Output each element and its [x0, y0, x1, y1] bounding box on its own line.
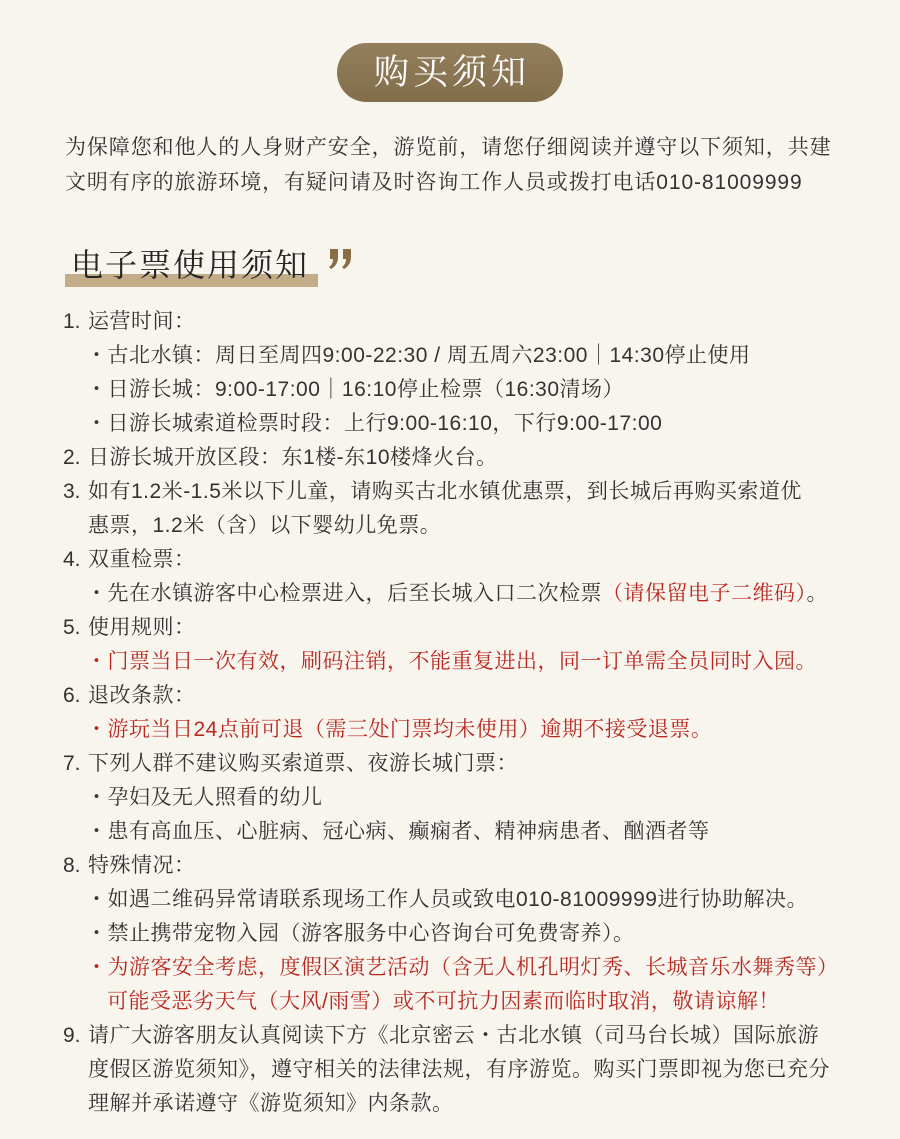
rule-number: 6. — [63, 684, 81, 707]
rule-8-bullet-3-continuation: 可能受恶劣天气（大风/雨雪）或不可抗力因素而临时取消，敬请谅解！ — [107, 990, 780, 1013]
rule-item-2 — [63, 441, 893, 475]
rule-text: 特殊情况： — [88, 854, 196, 877]
rule-number: 3. — [63, 480, 81, 503]
rule-number: 9. — [63, 1024, 81, 1047]
rule-item-6 — [63, 679, 893, 713]
rule-5-bullet-1: ・门票当日一次有效，刷码注销，不能重复进出，同一订单需全员同时入园。 — [86, 650, 817, 673]
intro-line-1: 为保障您和他人的人身财产安全，游览前，请您仔细阅读并遵守以下须知，共建 — [65, 136, 832, 159]
rule-number: 1. — [63, 310, 81, 333]
rule-1-bullet-3: ・日游长城索道检票时段：上行9:00-16:10，下行9:00-17:00 — [86, 412, 663, 435]
rule-6-bullet-1: ・游玩当日24点前可退（需三处门票均未使用）逾期不接受退票。 — [86, 718, 713, 741]
section-title: 电子票使用须知 — [71, 247, 310, 283]
page-title: 购买须知 — [373, 52, 530, 92]
rule-text: 退改条款： — [88, 684, 196, 707]
rule-item-7 — [63, 747, 893, 781]
rule-item-9 — [63, 1019, 893, 1053]
rule-7-bullet-2: ・患有高血压、心脏病、冠心病、癫痫者、精神病患者、酗酒者等 — [86, 820, 710, 843]
rule-text: 运营时间： — [88, 310, 196, 333]
rule-3-continuation: 惠票，1.2米（含）以下婴幼儿免票。 — [88, 514, 442, 537]
rule-text: 使用规则： — [88, 616, 196, 639]
rule-item-1 — [63, 305, 893, 339]
rule-number: 2. — [63, 446, 81, 469]
rule-number: 5. — [63, 616, 81, 639]
rule-8-bullet-1: ・如遇二维码异常请联系现场工作人员或致电010-81009999进行协助解决。 — [86, 888, 808, 911]
rule-text: 双重检票： — [88, 548, 196, 571]
rule-text: 请广大游客朋友认真阅读下方《北京密云・古北水镇（司马台长城）国际旅游 — [88, 1024, 819, 1047]
rule-number: 8. — [63, 854, 81, 877]
rule-item-8 — [63, 849, 893, 883]
rule-item-4 — [63, 543, 893, 577]
rule-text: 如有1.2米-1.5米以下儿童，请购买古北水镇优惠票，到长城后再购买索道优 — [88, 480, 802, 503]
rule-1-bullet-1: ・古北水镇：周日至周四9:00-22:30 / 周五周六23:00｜14:30停止使用 — [86, 344, 751, 367]
rule-number: 7. — [63, 752, 81, 775]
rule-text: 下列人群不建议购买索道票、夜游长城门票： — [88, 752, 518, 775]
closing-quote-icon — [327, 248, 353, 270]
bullet-text: ・先在水镇游客中心检票进入，后至长城入口二次检票 — [86, 582, 602, 605]
rule-text: 日游长城开放区段：东1楼-东10楼烽火台。 — [88, 446, 498, 469]
rule-7-bullet-1: ・孕妇及无人照看的幼儿 — [86, 786, 323, 809]
rule-8-bullet-2: ・禁止携带宠物入园（游客服务中心咨询台可免费寄养）。 — [86, 922, 635, 945]
rule-8-bullet-3: ・为游客安全考虑，度假区演艺活动（含无人机孔明灯秀、长城音乐水舞秀等） — [86, 956, 839, 979]
rule-9-continuation-1: 度假区游览须知》，遵守相关的法律法规，有序游览。购买门票即视为您已充分 — [88, 1058, 830, 1081]
intro-line-2: 文明有序的旅游环境，有疑问请及时咨询工作人员或拨打电话010-81009999 — [65, 171, 803, 194]
rule-number: 4. — [63, 548, 81, 571]
rule-item-3 — [63, 475, 893, 509]
section-heading — [65, 244, 365, 290]
title-banner — [337, 43, 563, 102]
bullet-tail-text: 。 — [806, 582, 828, 605]
rule-item-5 — [63, 611, 893, 645]
rule-4-bullet-1 — [63, 577, 893, 611]
rules-list — [63, 305, 893, 1121]
rule-9-continuation-2: 理解并承诺遵守《游览须知》内条款。 — [88, 1092, 454, 1115]
intro-paragraph — [65, 130, 865, 200]
bullet-highlight-text: （请保留电子二维码） — [602, 582, 807, 605]
rule-1-bullet-2: ・日游长城：9:00-17:00｜16:10停止检票（16:30清场） — [86, 378, 625, 401]
